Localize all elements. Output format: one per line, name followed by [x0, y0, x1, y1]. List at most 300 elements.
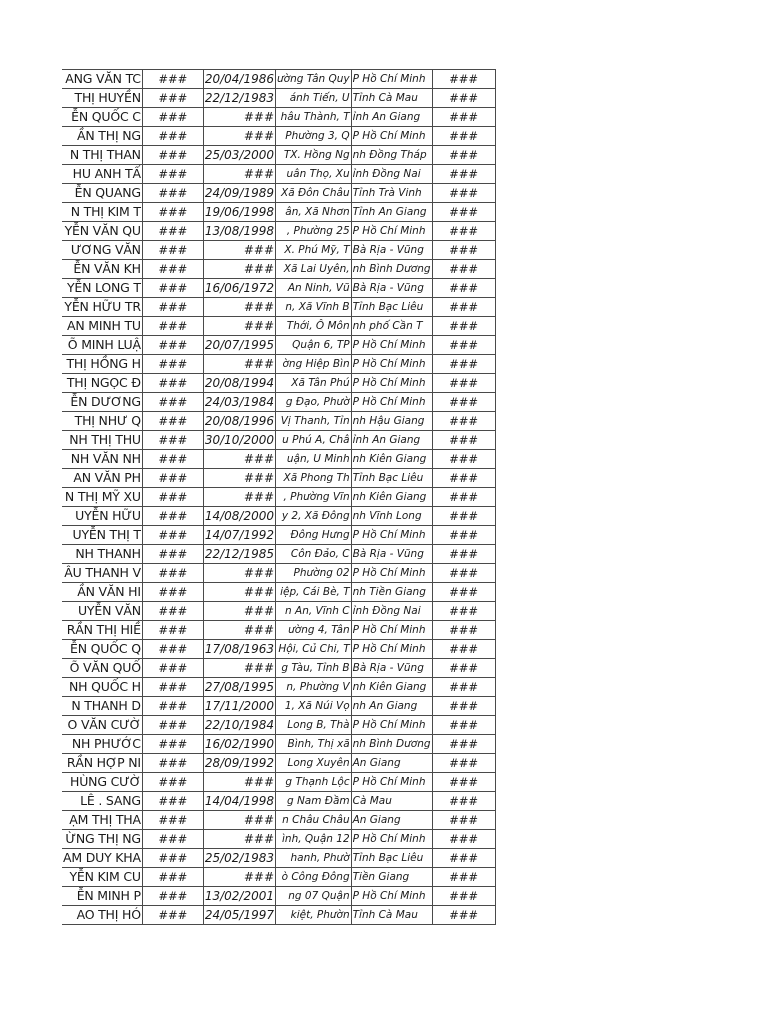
hidden-value-cell[interactable]: ### — [142, 108, 203, 127]
table-row — [62, 336, 495, 355]
province-cell[interactable]: nh Kiên Giang — [351, 678, 432, 697]
date-cell[interactable]: 20/08/1996 — [203, 412, 275, 431]
table-row — [62, 469, 495, 488]
hidden-value-cell[interactable]: ### — [432, 431, 495, 450]
name-cell[interactable]: THỊ NHƯ Q — [62, 412, 142, 431]
hidden-value-cell[interactable]: ### — [142, 469, 203, 488]
date-cell[interactable]: 20/04/1986 — [203, 70, 275, 89]
name-cell[interactable]: YỄN KIM CU — [62, 868, 142, 887]
address-cell[interactable]: y 2, Xã Đông — [276, 507, 352, 526]
hidden-value-cell[interactable]: ### — [432, 868, 495, 887]
address-cell[interactable]: An Ninh, Vũ — [276, 279, 352, 298]
name-cell[interactable]: NH PHƯỚC — [62, 735, 142, 754]
address-cell[interactable]: g Đạo, Phườ — [276, 393, 352, 412]
date-cell[interactable]: 22/12/1985 — [203, 545, 275, 564]
hidden-value-cell[interactable]: ### — [142, 431, 203, 450]
name-cell[interactable]: HÙNG CƯỜ — [62, 773, 142, 792]
hidden-value-cell[interactable]: ### — [432, 279, 495, 298]
address-cell[interactable]: Xã Lai Uyên, — [276, 260, 352, 279]
table-row — [62, 792, 495, 811]
date-cell[interactable]: 24/09/1989 — [203, 184, 275, 203]
province-cell[interactable]: Tỉnh Bạc Liêu — [351, 298, 432, 317]
date-cell[interactable]: ### — [203, 355, 275, 374]
hidden-value-cell[interactable]: ### — [432, 165, 495, 184]
hidden-value-cell[interactable]: ### — [432, 621, 495, 640]
province-cell[interactable]: nh Bình Dương — [351, 735, 432, 754]
name-cell[interactable]: ƯƠNG VĂN — [62, 241, 142, 260]
name-cell[interactable]: UYỄN HỮU — [62, 507, 142, 526]
date-cell[interactable]: 17/08/1963 — [203, 640, 275, 659]
name-cell[interactable]: RẦN THỊ HIỀ — [62, 621, 142, 640]
name-cell[interactable]: O VĂN CƯỜ — [62, 716, 142, 735]
hidden-value-cell[interactable]: ### — [432, 336, 495, 355]
date-cell[interactable]: 14/07/1992 — [203, 526, 275, 545]
province-cell[interactable]: Tỉnh An Giang — [351, 203, 432, 222]
hidden-value-cell[interactable]: ### — [432, 887, 495, 906]
hidden-value-cell[interactable]: ### — [432, 602, 495, 621]
address-cell[interactable]: Xã Tân Phú — [276, 374, 352, 393]
address-cell[interactable]: n, Xã Vĩnh B — [276, 298, 352, 317]
date-cell[interactable]: ### — [203, 127, 275, 146]
date-cell[interactable]: 13/02/2001 — [203, 887, 275, 906]
date-cell[interactable]: ### — [203, 317, 275, 336]
table-row — [62, 241, 495, 260]
table-row — [62, 507, 495, 526]
hidden-value-cell[interactable]: ### — [432, 678, 495, 697]
address-cell[interactable]: ờng Hiệp Bìn — [276, 355, 352, 374]
name-cell[interactable]: NH VĂN NH — [62, 450, 142, 469]
table-row — [62, 355, 495, 374]
name-cell[interactable]: HU ANH TẤ — [62, 165, 142, 184]
address-cell[interactable]: ò Công Đông — [276, 868, 352, 887]
date-cell[interactable]: ### — [203, 469, 275, 488]
hidden-value-cell[interactable]: ### — [432, 526, 495, 545]
hidden-value-cell[interactable]: ### — [432, 146, 495, 165]
hidden-value-cell[interactable]: ### — [432, 773, 495, 792]
address-cell[interactable]: uân Thọ, Xu — [276, 165, 352, 184]
date-cell[interactable]: 19/06/1998 — [203, 203, 275, 222]
province-cell[interactable]: P Hồ Chí Minh — [351, 716, 432, 735]
address-cell[interactable]: , Phường Vĩn — [276, 488, 352, 507]
name-cell[interactable]: THỊ NGỌC Đ — [62, 374, 142, 393]
date-cell[interactable]: ### — [203, 811, 275, 830]
date-cell[interactable]: 24/05/1997 — [203, 906, 275, 925]
province-cell[interactable]: ỉnh An Giang — [351, 431, 432, 450]
date-cell[interactable]: ### — [203, 868, 275, 887]
province-cell[interactable]: nh Bình Dương — [351, 260, 432, 279]
date-cell[interactable]: ### — [203, 108, 275, 127]
address-cell[interactable]: 1, Xã Núi Vọ — [276, 697, 352, 716]
name-cell[interactable]: N THANH D — [62, 697, 142, 716]
name-cell[interactable]: UYỄN VĂN — [62, 602, 142, 621]
hidden-value-cell[interactable]: ### — [142, 507, 203, 526]
table-row — [62, 697, 495, 716]
table-row — [62, 583, 495, 602]
hidden-value-cell[interactable]: ### — [432, 412, 495, 431]
hidden-value-cell[interactable]: ### — [142, 773, 203, 792]
hidden-value-cell[interactable]: ### — [432, 108, 495, 127]
name-cell[interactable]: THỊ HUYỀN — [62, 89, 142, 108]
date-cell[interactable]: ### — [203, 659, 275, 678]
date-cell[interactable]: ### — [203, 488, 275, 507]
address-cell[interactable]: Long B, Thà — [276, 716, 352, 735]
address-cell[interactable]: TX. Hồng Ng — [276, 146, 352, 165]
name-cell[interactable]: AN VĂN PH — [62, 469, 142, 488]
hidden-value-cell[interactable]: ### — [142, 165, 203, 184]
address-cell[interactable]: ường Tân Quy — [276, 70, 352, 89]
hidden-value-cell[interactable]: ### — [142, 868, 203, 887]
province-cell[interactable]: ỉnh An Giang — [351, 108, 432, 127]
province-cell[interactable]: nh Tiền Giang — [351, 583, 432, 602]
table-row — [62, 830, 495, 849]
hidden-value-cell[interactable]: ### — [432, 811, 495, 830]
address-cell[interactable]: Quận 6, TP — [276, 336, 352, 355]
address-cell[interactable]: Hội, Củ Chi, T — [276, 640, 352, 659]
address-cell[interactable]: uận, U Minh — [276, 450, 352, 469]
province-cell[interactable]: Tỉnh Cà Mau — [351, 906, 432, 925]
hidden-value-cell[interactable]: ### — [432, 792, 495, 811]
hidden-value-cell[interactable]: ### — [142, 127, 203, 146]
province-cell[interactable]: P Hồ Chí Minh — [351, 374, 432, 393]
address-cell[interactable]: Phường 02 — [276, 564, 352, 583]
name-cell[interactable]: NH THỊ THU — [62, 431, 142, 450]
province-cell[interactable]: Tỉnh Bạc Liêu — [351, 469, 432, 488]
name-cell[interactable]: AO THỊ HÓ — [62, 906, 142, 925]
table-row — [62, 602, 495, 621]
hidden-value-cell[interactable]: ### — [432, 830, 495, 849]
hidden-value-cell[interactable]: ### — [142, 735, 203, 754]
name-cell[interactable]: ỄN VĂN KH — [62, 260, 142, 279]
table-row — [62, 526, 495, 545]
date-cell[interactable]: 25/03/2000 — [203, 146, 275, 165]
hidden-value-cell[interactable]: ### — [432, 735, 495, 754]
province-cell[interactable]: Tỉnh Trà Vinh — [351, 184, 432, 203]
hidden-value-cell[interactable]: ### — [142, 412, 203, 431]
hidden-value-cell[interactable]: ### — [142, 279, 203, 298]
name-cell[interactable]: ANG VĂN TC — [62, 70, 142, 89]
name-cell[interactable]: ẠM THỊ THA — [62, 811, 142, 830]
province-cell[interactable]: Tiền Giang — [351, 868, 432, 887]
address-cell[interactable]: g Nam Đầm — [276, 792, 352, 811]
table-row — [62, 659, 495, 678]
hidden-value-cell[interactable]: ### — [432, 260, 495, 279]
hidden-value-cell[interactable]: ### — [432, 374, 495, 393]
address-cell[interactable]: Xã Đôn Châu — [276, 184, 352, 203]
province-cell[interactable]: P Hồ Chí Minh — [351, 887, 432, 906]
name-cell[interactable]: Õ MINH LUẬ — [62, 336, 142, 355]
province-cell[interactable]: Tỉnh Bạc Liêu — [351, 849, 432, 868]
province-cell[interactable]: P Hồ Chí Minh — [351, 393, 432, 412]
province-cell[interactable]: nh Kiên Giang — [351, 450, 432, 469]
name-cell[interactable]: ẦN THỊ NG — [62, 127, 142, 146]
address-cell[interactable]: ường 4, Tân — [276, 621, 352, 640]
table-row — [62, 431, 495, 450]
date-cell[interactable]: 20/07/1995 — [203, 336, 275, 355]
address-cell[interactable]: Phường 3, Q — [276, 127, 352, 146]
hidden-value-cell[interactable]: ### — [432, 203, 495, 222]
hidden-value-cell[interactable]: ### — [142, 184, 203, 203]
hidden-value-cell[interactable]: ### — [142, 583, 203, 602]
name-cell[interactable]: THỊ HỒNG H — [62, 355, 142, 374]
address-cell[interactable]: ân, Xã Nhơn — [276, 203, 352, 222]
province-cell[interactable]: P Hồ Chí Minh — [351, 355, 432, 374]
province-cell[interactable]: P Hồ Chí Minh — [351, 222, 432, 241]
hidden-value-cell[interactable]: ### — [142, 393, 203, 412]
name-cell[interactable]: ỄN QUỐC Q — [62, 640, 142, 659]
name-cell[interactable]: YỄN LONG T — [62, 279, 142, 298]
province-cell[interactable]: An Giang — [351, 811, 432, 830]
name-cell[interactable]: YỄN HỮU TR — [62, 298, 142, 317]
date-cell[interactable]: ### — [203, 260, 275, 279]
hidden-value-cell[interactable]: ### — [432, 355, 495, 374]
hidden-value-cell[interactable]: ### — [142, 222, 203, 241]
hidden-value-cell[interactable]: ### — [142, 374, 203, 393]
hidden-value-cell[interactable]: ### — [432, 241, 495, 260]
hidden-value-cell[interactable]: ### — [142, 830, 203, 849]
date-cell[interactable]: 22/12/1983 — [203, 89, 275, 108]
hidden-value-cell[interactable]: ### — [432, 488, 495, 507]
hidden-value-cell[interactable]: ### — [142, 298, 203, 317]
date-cell[interactable]: 27/08/1995 — [203, 678, 275, 697]
name-cell[interactable]: ỄN DƯƠNG — [62, 393, 142, 412]
hidden-value-cell[interactable]: ### — [142, 678, 203, 697]
table-row — [62, 716, 495, 735]
hidden-value-cell[interactable]: ### — [432, 697, 495, 716]
name-cell[interactable]: NH THANH — [62, 545, 142, 564]
province-cell[interactable]: P Hồ Chí Minh — [351, 70, 432, 89]
province-cell[interactable]: nh Đồng Tháp — [351, 146, 432, 165]
province-cell[interactable]: Cà Mau — [351, 792, 432, 811]
hidden-value-cell[interactable]: ### — [142, 659, 203, 678]
address-cell[interactable]: hanh, Phườ — [276, 849, 352, 868]
table-row — [62, 906, 495, 925]
table-row — [62, 564, 495, 583]
hidden-value-cell[interactable]: ### — [142, 906, 203, 925]
hidden-value-cell[interactable]: ### — [142, 70, 203, 89]
hidden-value-cell[interactable]: ### — [432, 640, 495, 659]
date-cell[interactable]: 16/02/1990 — [203, 735, 275, 754]
date-cell[interactable]: ### — [203, 621, 275, 640]
table-row — [62, 317, 495, 336]
hidden-value-cell[interactable]: ### — [142, 564, 203, 583]
province-cell[interactable]: P Hồ Chí Minh — [351, 621, 432, 640]
name-cell[interactable]: ÂU THANH V — [62, 564, 142, 583]
date-cell[interactable]: 24/03/1984 — [203, 393, 275, 412]
hidden-value-cell[interactable]: ### — [142, 792, 203, 811]
province-cell[interactable]: Tỉnh Cà Mau — [351, 89, 432, 108]
province-cell[interactable]: Bà Rịa - Vũng — [351, 279, 432, 298]
hidden-value-cell[interactable]: ### — [142, 526, 203, 545]
table-row — [62, 412, 495, 431]
address-cell[interactable]: iệp, Cái Bè, T — [276, 583, 352, 602]
hidden-value-cell[interactable]: ### — [432, 583, 495, 602]
date-cell[interactable]: ### — [203, 450, 275, 469]
date-cell[interactable]: ### — [203, 241, 275, 260]
hidden-value-cell[interactable]: ### — [142, 336, 203, 355]
table-row — [62, 279, 495, 298]
address-cell[interactable]: g Tàu, Tỉnh B — [276, 659, 352, 678]
hidden-value-cell[interactable]: ### — [142, 640, 203, 659]
name-cell[interactable]: RẦN HỢP NI — [62, 754, 142, 773]
province-cell[interactable]: An Giang — [351, 754, 432, 773]
date-cell[interactable]: 25/02/1983 — [203, 849, 275, 868]
address-cell[interactable]: X. Phú Mỹ, T — [276, 241, 352, 260]
table-row — [62, 260, 495, 279]
table-row — [62, 678, 495, 697]
hidden-value-cell[interactable]: ### — [432, 716, 495, 735]
name-cell[interactable]: AM DUY KHA — [62, 849, 142, 868]
name-cell[interactable]: NH QUỐC H — [62, 678, 142, 697]
address-cell[interactable]: kiệt, Phườn — [276, 906, 352, 925]
address-cell[interactable]: ng 07 Quận — [276, 887, 352, 906]
hidden-value-cell[interactable]: ### — [142, 602, 203, 621]
name-cell[interactable]: Õ VĂN QUỐ — [62, 659, 142, 678]
name-cell[interactable]: AN MINH TU — [62, 317, 142, 336]
province-cell[interactable]: P Hồ Chí Minh — [351, 564, 432, 583]
date-cell[interactable]: ### — [203, 564, 275, 583]
address-cell[interactable]: n, Phường V — [276, 678, 352, 697]
hidden-value-cell[interactable]: ### — [432, 906, 495, 925]
name-cell[interactable]: ẦN VĂN HI — [62, 583, 142, 602]
hidden-value-cell[interactable]: ### — [142, 488, 203, 507]
name-cell[interactable]: LÊ . SANG — [62, 792, 142, 811]
province-cell[interactable]: P Hồ Chí Minh — [351, 526, 432, 545]
hidden-value-cell[interactable]: ### — [142, 355, 203, 374]
hidden-value-cell[interactable]: ### — [142, 146, 203, 165]
hidden-value-cell[interactable]: ### — [142, 716, 203, 735]
hidden-value-cell[interactable]: ### — [432, 317, 495, 336]
hidden-value-cell[interactable]: ### — [432, 70, 495, 89]
table-row — [62, 165, 495, 184]
hidden-value-cell[interactable]: ### — [432, 450, 495, 469]
address-cell[interactable]: n Châu Châu — [276, 811, 352, 830]
date-cell[interactable]: ### — [203, 298, 275, 317]
name-cell[interactable]: YỄN VĂN QU — [62, 222, 142, 241]
province-cell[interactable]: P Hồ Chí Minh — [351, 640, 432, 659]
date-cell[interactable]: 14/04/1998 — [203, 792, 275, 811]
address-cell[interactable]: Côn Đảo, C — [276, 545, 352, 564]
address-cell[interactable]: Xã Phong Th — [276, 469, 352, 488]
address-cell[interactable]: Thới, Ô Môn — [276, 317, 352, 336]
table-row — [62, 393, 495, 412]
province-cell[interactable]: nh phố Cần T — [351, 317, 432, 336]
date-cell[interactable]: ### — [203, 830, 275, 849]
hidden-value-cell[interactable]: ### — [142, 849, 203, 868]
hidden-value-cell[interactable]: ### — [432, 507, 495, 526]
province-cell[interactable]: nh An Giang — [351, 697, 432, 716]
name-cell[interactable]: N THỊ MỸ XU — [62, 488, 142, 507]
province-cell[interactable]: P Hồ Chí Minh — [351, 336, 432, 355]
name-cell[interactable]: UYỄN THỊ T — [62, 526, 142, 545]
hidden-value-cell[interactable]: ### — [432, 564, 495, 583]
date-cell[interactable]: 16/06/1972 — [203, 279, 275, 298]
date-cell[interactable]: ### — [203, 583, 275, 602]
hidden-value-cell[interactable]: ### — [142, 260, 203, 279]
name-cell[interactable]: ỄN MINH P — [62, 887, 142, 906]
hidden-value-cell[interactable]: ### — [432, 469, 495, 488]
hidden-value-cell[interactable]: ### — [432, 393, 495, 412]
province-cell[interactable]: P Hồ Chí Minh — [351, 127, 432, 146]
date-cell[interactable]: 30/10/2000 — [203, 431, 275, 450]
address-cell[interactable]: Long Xuyên — [276, 754, 352, 773]
address-cell[interactable]: , Phường 25 — [276, 222, 352, 241]
address-cell[interactable]: Bình, Thị xã — [276, 735, 352, 754]
province-cell[interactable]: nh Kiên Giang — [351, 488, 432, 507]
hidden-value-cell[interactable]: ### — [142, 887, 203, 906]
hidden-value-cell[interactable]: ### — [142, 317, 203, 336]
address-cell[interactable]: ánh Tiến, U — [276, 89, 352, 108]
hidden-value-cell[interactable]: ### — [432, 222, 495, 241]
table-row — [62, 108, 495, 127]
hidden-value-cell[interactable]: ### — [432, 849, 495, 868]
province-cell[interactable]: nh Vĩnh Long — [351, 507, 432, 526]
name-cell[interactable]: N THỊ THAN — [62, 146, 142, 165]
date-cell[interactable]: 22/10/1984 — [203, 716, 275, 735]
hidden-value-cell[interactable]: ### — [142, 545, 203, 564]
address-cell[interactable]: Đông Hưng — [276, 526, 352, 545]
date-cell[interactable]: 13/08/1998 — [203, 222, 275, 241]
spreadsheet-table — [62, 69, 496, 925]
hidden-value-cell[interactable]: ### — [432, 659, 495, 678]
province-cell[interactable]: ỉnh Đồng Nai — [351, 165, 432, 184]
hidden-value-cell[interactable]: ### — [142, 241, 203, 260]
hidden-value-cell[interactable]: ### — [432, 89, 495, 108]
address-cell[interactable]: u Phú A, Châ — [276, 431, 352, 450]
address-cell[interactable]: Vị Thanh, Tỉn — [276, 412, 352, 431]
date-cell[interactable]: ### — [203, 602, 275, 621]
hidden-value-cell[interactable]: ### — [142, 697, 203, 716]
hidden-value-cell[interactable]: ### — [432, 127, 495, 146]
address-cell[interactable]: n An, Vĩnh C — [276, 602, 352, 621]
hidden-value-cell[interactable]: ### — [142, 89, 203, 108]
name-cell[interactable]: ỪNG THỊ NG — [62, 830, 142, 849]
address-cell[interactable]: g Thạnh Lộc — [276, 773, 352, 792]
table-row — [62, 70, 495, 89]
hidden-value-cell[interactable]: ### — [432, 298, 495, 317]
province-cell[interactable]: P Hồ Chí Minh — [351, 830, 432, 849]
province-cell[interactable]: Bà Rịa - Vũng — [351, 241, 432, 260]
hidden-value-cell[interactable]: ### — [432, 184, 495, 203]
table-row — [62, 89, 495, 108]
table-row — [62, 754, 495, 773]
province-cell[interactable]: nh Hậu Giang — [351, 412, 432, 431]
name-cell[interactable]: ỄN QUANG — [62, 184, 142, 203]
address-cell[interactable]: hâu Thành, T — [276, 108, 352, 127]
province-cell[interactable]: P Hồ Chí Minh — [351, 773, 432, 792]
table-row — [62, 127, 495, 146]
date-cell[interactable]: ### — [203, 165, 275, 184]
address-cell[interactable]: ình, Quận 12 — [276, 830, 352, 849]
date-cell[interactable]: ### — [203, 773, 275, 792]
table-row — [62, 868, 495, 887]
province-cell[interactable]: ỉnh Đồng Nai — [351, 602, 432, 621]
hidden-value-cell[interactable]: ### — [432, 754, 495, 773]
name-cell[interactable]: ỄN QUỐC C — [62, 108, 142, 127]
hidden-value-cell[interactable]: ### — [142, 450, 203, 469]
hidden-value-cell[interactable]: ### — [142, 621, 203, 640]
province-cell[interactable]: Bà Rịa - Vũng — [351, 659, 432, 678]
date-cell[interactable]: 14/08/2000 — [203, 507, 275, 526]
hidden-value-cell[interactable]: ### — [432, 545, 495, 564]
date-cell[interactable]: 28/09/1992 — [203, 754, 275, 773]
hidden-value-cell[interactable]: ### — [142, 754, 203, 773]
date-cell[interactable]: 20/08/1994 — [203, 374, 275, 393]
date-cell[interactable]: 17/11/2000 — [203, 697, 275, 716]
hidden-value-cell[interactable]: ### — [142, 203, 203, 222]
name-cell[interactable]: N THỊ KIM T — [62, 203, 142, 222]
province-cell[interactable]: Bà Rịa - Vũng — [351, 545, 432, 564]
hidden-value-cell[interactable]: ### — [142, 811, 203, 830]
